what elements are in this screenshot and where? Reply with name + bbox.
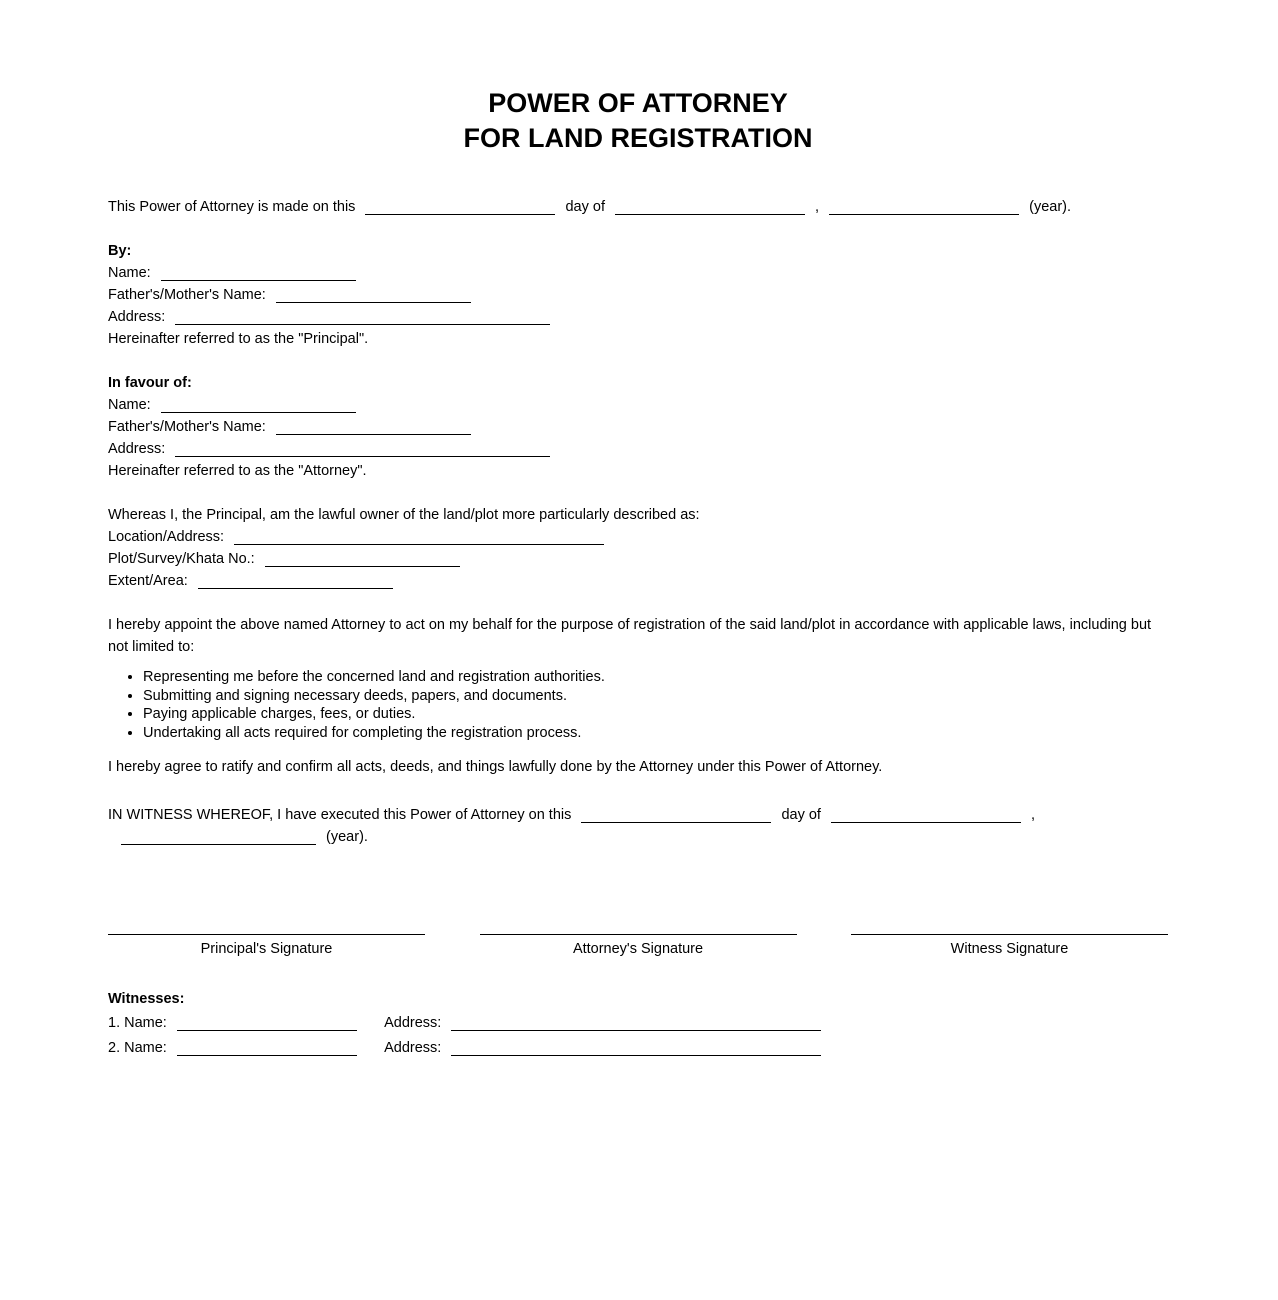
witnesses-heading: Witnesses: xyxy=(108,991,185,1007)
bullet-item: • Undertaking all acts required for completing the registration process. xyxy=(143,724,1168,743)
bullet-item: • Submitting and signing necessary deeds, papers, and documents. xyxy=(143,687,1168,706)
principal-name-row xyxy=(108,262,1168,284)
signature-row xyxy=(108,934,1168,960)
witness-1-address-blank xyxy=(451,1016,821,1031)
witness-clause-day-of-text: day of xyxy=(781,807,821,823)
witness-signature-label: Witness Signature xyxy=(950,941,1069,957)
witness-signature-block xyxy=(851,934,1168,960)
attorney-address-blank xyxy=(175,442,550,457)
witness-2-name-blank xyxy=(177,1041,357,1056)
witness-clause-line2 xyxy=(108,826,1168,848)
witness-2-name-label: Name: xyxy=(124,1040,167,1056)
witnesses-section xyxy=(108,988,1168,1060)
favour-heading: In favour of: xyxy=(108,375,192,391)
principal-address-label: Address: xyxy=(108,309,166,325)
witness-row-2 xyxy=(108,1037,1168,1060)
witness-clause-text: IN WITNESS WHEREOF, I have executed this Power of Attorney on this xyxy=(108,807,572,823)
intro-comma: , xyxy=(815,199,820,215)
witness-clause xyxy=(108,804,1168,848)
intro-year-suffix: (year). xyxy=(1029,199,1072,215)
appointment-paragraph: I hereby appoint the above named Attorney to act on my behalf for the purpose of registration of the said land/plot in accordance with applicable laws, including but not limited to: xyxy=(108,617,1152,655)
in-favour-section xyxy=(108,372,1168,482)
attorney-signature-label: Attorney's Signature xyxy=(572,941,704,957)
whereas-section xyxy=(108,504,1168,592)
intro-day-of-text: day of xyxy=(565,199,605,215)
principal-name-label: Name: xyxy=(108,265,151,281)
witness-clause-year-suffix: (year). xyxy=(326,829,368,845)
bullet-item: • Paying applicable charges, fees, or duties. xyxy=(143,705,1168,724)
witness-clause-day-blank xyxy=(581,808,771,823)
witness-2-number: 2. xyxy=(108,1040,121,1056)
ratify-paragraph: I hereby agree to ratify and confirm all acts, deeds, and things lawfully done by the Attorney under this Power of Attorney. xyxy=(108,759,883,775)
attorney-name-blank xyxy=(161,398,356,413)
extent-row xyxy=(108,570,1168,592)
plot-label: Plot/Survey/Khata No.: xyxy=(108,551,255,567)
principal-father-blank xyxy=(276,288,471,303)
attorney-hereinafter: Hereinafter referred to as the "Attorney". xyxy=(108,463,367,479)
principal-father-row xyxy=(108,284,1168,306)
witness-clause-comma: , xyxy=(1031,807,1036,823)
document-title xyxy=(108,86,1168,156)
principal-signature-line xyxy=(108,934,425,935)
witness-clause-line1 xyxy=(108,804,1168,826)
principal-signature-label: Principal's Signature xyxy=(200,941,333,957)
plot-blank xyxy=(265,552,460,567)
intro-month-blank xyxy=(615,200,805,215)
attorney-father-label: Father's/Mother's Name: xyxy=(108,419,266,435)
by-heading: By: xyxy=(108,243,132,259)
location-blank xyxy=(234,530,604,545)
intro-paragraph xyxy=(108,196,1168,218)
plot-row xyxy=(108,548,1168,570)
title-line-2: FOR LAND REGISTRATION xyxy=(463,123,813,153)
principal-hereinafter: Hereinafter referred to as the "Principal". xyxy=(108,331,369,347)
witness-2-address-label: Address: xyxy=(384,1040,442,1056)
witness-1-name-blank xyxy=(177,1016,357,1031)
principal-father-label: Father's/Mother's Name: xyxy=(108,287,266,303)
principal-address-blank xyxy=(175,310,550,325)
location-row xyxy=(108,526,1168,548)
attorney-name-label: Name: xyxy=(108,397,151,413)
whereas-intro: Whereas I, the Principal, am the lawful owner of the land/plot more particularly described as: xyxy=(108,507,700,523)
appointment-bullet-list xyxy=(108,668,1168,742)
principal-signature-block xyxy=(108,934,425,960)
intro-day-blank xyxy=(365,200,555,215)
location-label: Location/Address: xyxy=(108,529,225,545)
witness-1-name-label: Name: xyxy=(124,1015,167,1031)
witness-1-address-label: Address: xyxy=(384,1015,442,1031)
attorney-address-label: Address: xyxy=(108,441,166,457)
principal-address-row xyxy=(108,306,1168,328)
attorney-signature-line xyxy=(480,934,797,935)
extent-label: Extent/Area: xyxy=(108,573,188,589)
witness-clause-year-blank xyxy=(121,830,316,845)
extent-blank xyxy=(198,574,393,589)
title-line-1: POWER OF ATTORNEY xyxy=(488,88,788,118)
witness-1-number: 1. xyxy=(108,1015,121,1031)
by-section xyxy=(108,240,1168,350)
intro-year-blank xyxy=(829,200,1019,215)
witness-2-address-blank xyxy=(451,1041,821,1056)
witness-row-1 xyxy=(108,1012,1168,1035)
attorney-address-row xyxy=(108,438,1168,460)
attorney-signature-block xyxy=(480,934,797,960)
witness-signature-line xyxy=(851,934,1168,935)
principal-name-blank xyxy=(161,266,356,281)
attorney-father-blank xyxy=(276,420,471,435)
witness-clause-month-blank xyxy=(831,808,1021,823)
intro-text: This Power of Attorney is made on this xyxy=(108,199,356,215)
attorney-father-row xyxy=(108,416,1168,438)
bullet-item: • Representing me before the concerned land and registration authorities. xyxy=(143,668,1168,687)
attorney-name-row xyxy=(108,394,1168,416)
